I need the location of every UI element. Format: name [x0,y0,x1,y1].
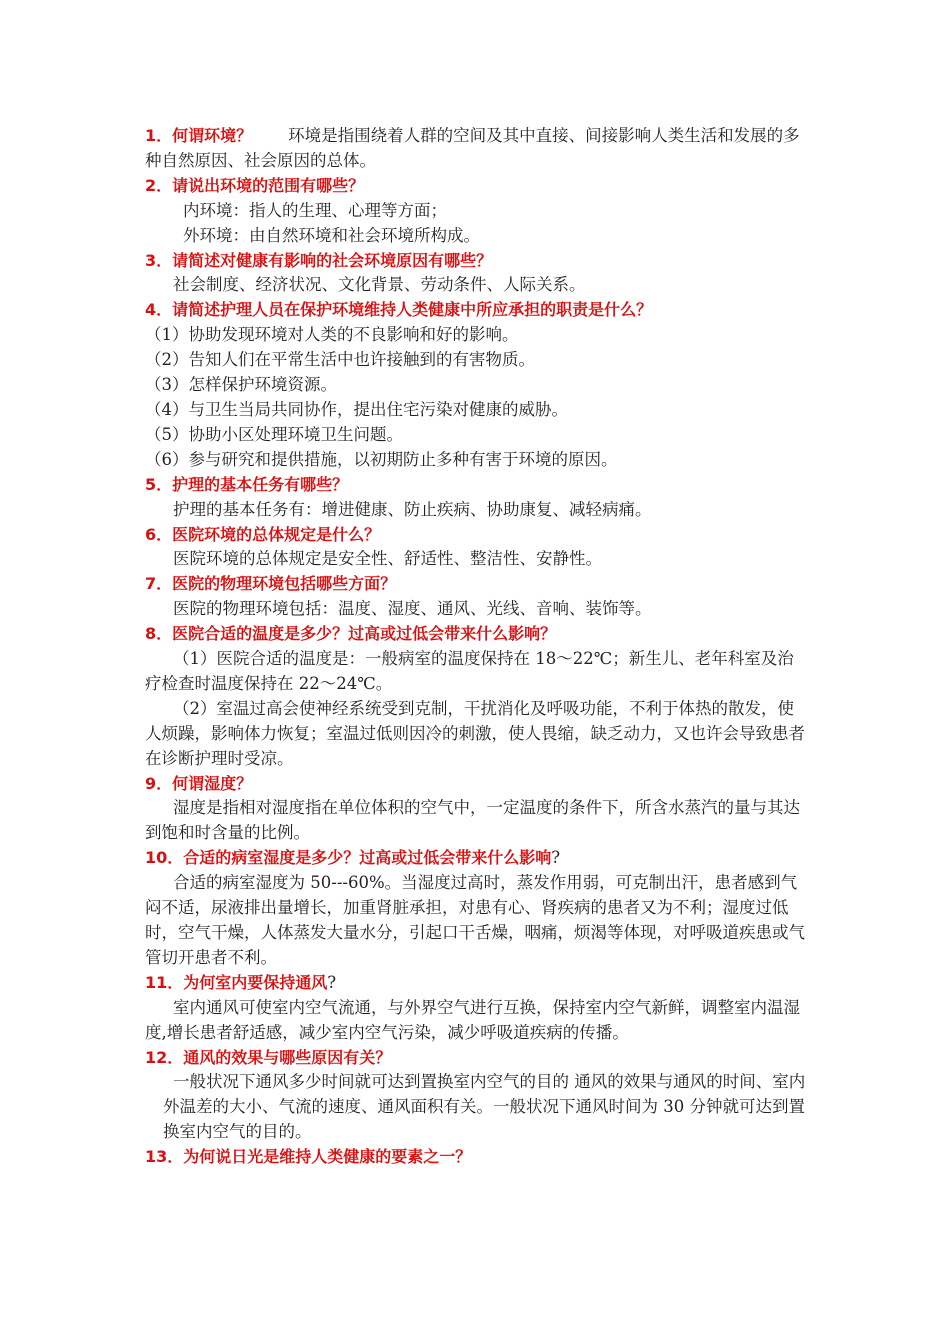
q2-line-2: 外环境：由自然环境和社会环境所构成。 [183,225,480,245]
q1-block [145,124,810,174]
q4-line-1: （1）协助发现环境对人类的不良影响和好的影响。 [145,325,519,345]
q7-title: 7．医院的物理环境包括哪些方面？ [145,574,397,594]
q5-title: 5．护理的基本任务有哪些？ [145,474,349,494]
q4-title: 4．请简述护理人员在保护环境维持人类健康中所应承担的职责是什么？ [145,300,653,320]
q10-answer: 合适的病室湿度为 50---60%。当湿度过高时，蒸发作用弱，可克制出汗，患者感到气闷不适，尿液排出量增长，加重肾脏承担，对患有心、肾疾病的患者又为不利；湿度过低时，空气干燥，人体蒸发大量水分，引起口干舌燥，咽痛，烦渴等体现，对呼吸道疾患或气管切开患者不利。 [145,873,805,967]
q9-title: 9．何谓湿度？ [145,773,253,793]
q4-line-6: （6）参与研究和提供措施，以初期防止多种有害于环境的原因。 [145,449,618,469]
q4-line-5: （5）协助小区处理环境卫生问题。 [145,424,403,444]
q1-answer: 环境是指围绕着人群的空间及其中直接、间接影响人类生活和发展的多种自然原因、社会原因的总体。 [145,126,800,170]
q5-answer: 护理的基本任务有：增进健康、防止疾病、协助康复、减轻病痛。 [173,499,652,519]
q8-para-1: （1）医院合适的温度是：一般病室的温度保持在 18～22℃；新生儿、老年科室及治疗检查时温度保持在 22～24℃。 [145,649,794,693]
q13-title: 13．为何说日光是维持人类健康的要素之一？ [145,1147,472,1167]
q10-heading [145,846,810,871]
q4-line-3: （3）怎样保护环境资源。 [145,375,337,395]
q9-answer: 湿度是指相对湿度指在单位体积的空气中，一定温度的条件下，所含水蒸汽的量与其达到饱和时含量的比例。 [145,798,800,843]
document-page [145,124,810,1170]
q10-suffix: ? [551,848,561,868]
q4-line-2: （2）告知人们在平常生活中也许接触到的有害物质。 [145,350,535,370]
q6-title: 6．医院环境的总体规定是什么？ [145,524,381,544]
q11-suffix: ? [327,972,337,992]
q11-answer: 室内通风可使室内空气流通，与外界空气进行互换，保持室内空气新鲜，调整室内温湿度,增长患者舒适感，减少室内空气污染，减少呼吸道疾病的传播。 [145,997,800,1042]
q8-para-2: （2）室温过高会使神经系统受到克制，干扰消化及呼吸功能，不利于体热的散发，使人烦躁，影响体力恢复；室温过低则因冷的刺激，使人畏缩，缺乏动力，又也许会导致患者在诊断护理时受凉。 [145,698,805,768]
q6-answer: 医院环境的总体规定是安全性、舒适性、整洁性、安静性。 [173,549,602,569]
q12-answer: 一般状况下通风多少时间就可达到置换室内空气的目的 通风的效果与通风的时间、室内外温差的大小、气流的速度、通风面积有关。一般状况下通风时间为 30 分钟就可达到置换室内空气的目的。 [163,1072,806,1142]
q10-title: 10．合适的病室湿度是多少？过高或过低会带来什么影响 [145,848,552,868]
q2-line-1: 内环境：指人的生理、心理等方面； [183,200,447,220]
q11-heading [145,971,810,996]
q2-title: 2．请说出环境的范围有哪些？ [145,175,365,195]
q1-title: 1．何谓环境？ [145,126,253,145]
q7-answer: 医院的物理环境包括：温度、湿度、通风、光线、音响、装饰等。 [173,599,652,619]
q11-title: 11．为何室内要保持通风 [145,972,328,992]
q4-line-4: （4）与卫生当局共同协作，提出住宅污染对健康的威胁。 [145,399,568,419]
q3-answer: 社会制度、经济状况、文化背景、劳动条件、人际关系。 [173,275,586,295]
q12-title: 12．通风的效果与哪些原因有关？ [145,1047,392,1067]
q8-title: 8．医院合适的温度是多少？过高或过低会带来什么影响？ [145,624,557,644]
q3-title: 3．请简述对健康有影响的社会环境原因有哪些？ [145,250,493,270]
